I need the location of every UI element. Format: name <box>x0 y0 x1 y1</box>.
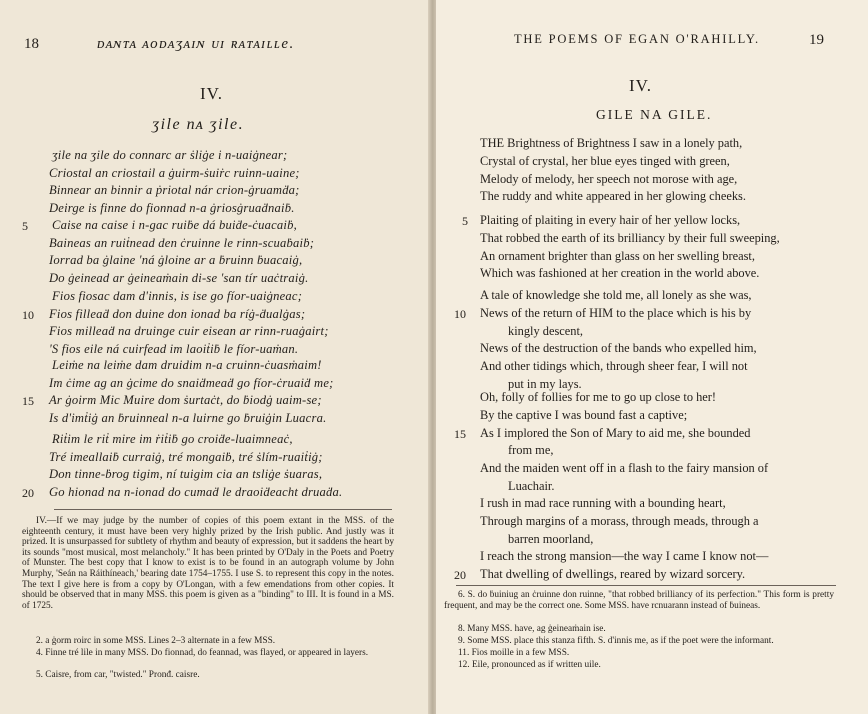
left-footnote-rule <box>54 509 392 510</box>
line-number: 15 <box>454 426 466 441</box>
right-page <box>436 0 868 714</box>
verse-line: 'S fios eile ná cuirfead im laoiṫiḃ le fíor-uaṁan. <box>49 341 299 356</box>
verse-line: Through margins of a morass, through meads, through a <box>480 513 759 528</box>
line-number: 10 <box>22 307 34 322</box>
verse-line: Fios filleaḋ don duine don ionad ba ríġ-ḋualġas; <box>49 306 306 321</box>
verse-line: Riṫim le riṫ mire im ṙiṫiḃ go croiḋe-luaimneaċ, <box>52 432 293 446</box>
verse-line: And other tidings which, through sheer fear, I will not <box>480 359 748 374</box>
verse-line: Im ċime ag an ġcime do snaiḋmeaḋ go fíor-ċruaiḋ me; <box>49 375 334 390</box>
line-number: 5 <box>462 214 468 228</box>
left-poem-title: ʒile nᴀ ʒile. <box>152 116 245 133</box>
verse-line: Oh, folly of follies for me to go up close to her! <box>480 390 717 404</box>
verse-line: That dwelling of dwellings, reared by wizard sorcery. <box>480 567 746 582</box>
footnote-line: 12. Eile, pronounced as if written uile. <box>458 660 601 670</box>
verse-line: Caise na caise i n-gac ruiḃe dá buiḋe-ċuacaiḃ, <box>52 218 297 232</box>
verse-line: Criostal an criostail a ġuirm-ṡuiṙc ruinn-uaine; <box>49 165 300 180</box>
footnote-line: 11. Fios moille in a few MSS. <box>458 648 570 658</box>
verse-line: Ar ġoirm Mic Muire dom ṡurtaċt, do ḃiodġ uaim-se; <box>49 393 322 408</box>
footnote-line: 5. Caisre, from car, "twisted." Pronđ. caisre. <box>36 670 200 680</box>
left-page <box>0 0 432 714</box>
right-poem-title: GILE NA GILE. <box>596 107 713 122</box>
verse-line: Is d'imṫiġ an ḃruinneal n-a luirne go ḃruiġin Luacra. <box>49 410 327 425</box>
verse-line: News of the return of HIM to the place which is his by <box>480 305 752 320</box>
verse-line: ʒile na ʒile do connarc ar ṡliġe i n-uaiġnear; <box>52 148 288 162</box>
verse-line: As I implored the Son of Mary to aid me, she bounded <box>480 425 751 440</box>
verse-line: Leiṁe na leiṁe dam druidim n-a cruinn-ċuasṁaim! <box>52 358 322 372</box>
line-number: 20 <box>22 485 34 500</box>
verse-line: Fios fiosac dam d'innis, is ise go fíor-uaiġneac; <box>52 289 303 303</box>
verse-line: A tale of knowledge she told me, all lonely as she was, <box>480 288 752 302</box>
verse-line: Plaiting of plaiting in every hair of her yellow locks, <box>480 213 741 227</box>
verse-line: put in my lays. <box>508 377 582 391</box>
right-footnote-rule <box>456 585 836 586</box>
verse-line: Baineas an ruiṫnead den ċruinne le rinn-scuaḃaiḃ; <box>49 235 315 250</box>
footnote-line: 8. Many MSS. have, ag ġeineaṁain ise. <box>458 624 606 634</box>
line-number: 15 <box>22 394 34 409</box>
left-page-number: 18 <box>24 36 39 52</box>
left-running-head: ᴅᴀɴᴛᴀ ᴀoᴅᴀʒᴀɪɴ ᴜɪ ʀᴀᴛᴀɪʟʟe. <box>97 36 295 52</box>
verse-line: THE Brightness of Brightness I saw in a lonely path, <box>480 136 743 150</box>
verse-line: Deirge is finne do fionnad n-a ġriosġruaḋnaiḃ. <box>49 200 295 215</box>
verse-line: Crystal of crystal, her blue eyes tinged with green, <box>480 153 730 168</box>
right-running-head: THE POEMS OF EGAN O'RAHILLY. <box>514 32 760 46</box>
verse-line: Don tinne-ḃrog tigim, ní tuigim cia an tsliġe ṡuaras, <box>49 467 323 482</box>
footnote-line: 6. S. do ḃuiniug an ċruinne don ruinne, "that robbed brilliancy of its perfection." This form is pretty frequent, and may be the correct one. Some MSS. have rcnuarann instead of ḃuineas. <box>444 590 834 611</box>
right-roman-numeral: IV. <box>629 76 652 95</box>
verse-line: Iorrad ba ġlaine 'ná ġloine ar a ḃruinn ḃuacaiġ, <box>49 253 303 268</box>
right-page-number: 19 <box>809 32 824 48</box>
verse-line: Tré imeallaiḃ curraiġ, tré mongaiḃ, tré ṡlím-ruaiṫiġ; <box>49 449 323 464</box>
footnote-paragraph: IV.—If we may judge by the number of copies of this poem extant in the MSS. of the eighteenth century, it must have been very highly prized by the Irish public. And justly was it prized. It is unsurpassed for subtlety of rhythm and beauty of expression, but it saddens the heart by its sounds "most musical, most melancholy." It has been printed by O'Daly in the Poets and Poetry of Munster. The best copy that I know to exist is to be found in an autograph volume by John Murphy, 'Seán na Ráithíneach,' bearing date 1754–1755. I use S. to represent this copy in the notes. The text I give here is from a copy by O'Longan, with a few emendations from other copies. It should be observed that in many MSS. this poem is given as a "binding" to III. It is found in a MS. of 1725. <box>22 516 394 611</box>
verse-line: Melody of melody, her speech not morose with age, <box>480 171 738 186</box>
verse-line: And the maiden went off in a flash to the fairy mansion of <box>480 461 769 476</box>
verse-line: The ruddy and white appeared in her glowing cheeks. <box>480 189 746 204</box>
verse-line: By the captive I was bound fast a captive; <box>480 407 688 422</box>
verse-line: I rush in mad race running with a bounding heart, <box>480 496 726 510</box>
line-number: 10 <box>454 306 466 321</box>
verse-line: News of the destruction of the bands who expelled him, <box>480 341 757 356</box>
footnote-line: 2. a ġorm roirc in some MSS. Lines 2–3 alternate in a few MSS. <box>36 636 276 646</box>
verse-line: That robbed the earth of its brilliancy by their full sweeping, <box>480 230 780 245</box>
verse-line: I reach the strong mansion—the way I came I know not— <box>480 549 769 564</box>
verse-line: barren moorland, <box>508 531 594 546</box>
verse-line: An ornament brighter than glass on her swelling breast, <box>480 248 755 263</box>
verse-line: Go hionad na n-ionad do cumaḋ le draoiḋeacht druaḋa. <box>49 484 343 499</box>
verse-line: from me, <box>508 443 554 458</box>
line-number: 20 <box>454 568 466 583</box>
footnote-line: 9. Some MSS. place this stanza fifth. S. d'innis me, as if the poet were the informant. <box>458 636 774 646</box>
footnote-line: 4. Finne tré lile in many MSS. Do fionnad, do feannad, was flayed, or appeared in layers. <box>36 648 369 658</box>
line-number: 5 <box>22 219 28 233</box>
verse-line: Which was fashioned at her creation in the world above. <box>480 266 760 281</box>
verse-line: kingly descent, <box>508 323 584 338</box>
verse-line: Binnear an binnir a ṗriotal nár crion-ġruamḋa; <box>49 183 300 198</box>
verse-line: Do ġeinead ar ġeineaṁain di-se 'san tír uaċtraiġ. <box>49 270 309 285</box>
verse-line: Fios milleaḋ na druinge cuir eisean ar rinn-ruaġairt; <box>49 324 329 339</box>
verse-line: Luachair. <box>508 479 555 493</box>
left-roman-numeral: IV. <box>200 84 223 103</box>
